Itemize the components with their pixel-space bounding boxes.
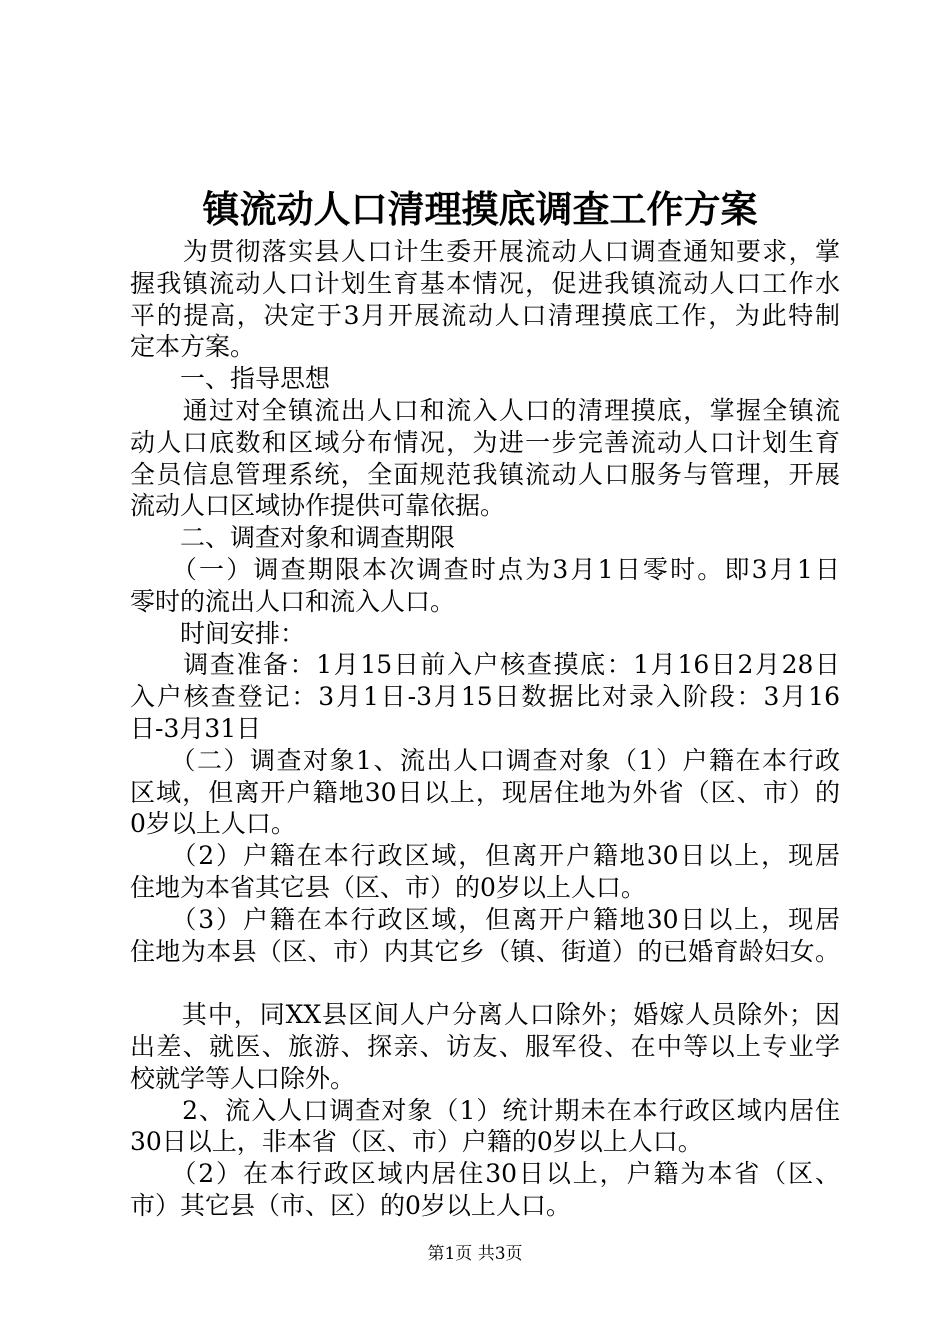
text-line: 调查准备：1月15日前入户核查摸底：1月16日2月28日: [130, 650, 840, 680]
text-line: 握我镇流动人口计划生育基本情况，促进我镇流动人口工作水: [130, 268, 840, 298]
document-title: 镇流动人口清理摸底调查工作方案: [202, 187, 758, 231]
text-line: 定本方案。: [130, 332, 256, 362]
text-line: 住地为本省其它县（区、市）的0岁以上人口。: [130, 872, 646, 902]
text-line: 零时的流出人口和流入人口。: [130, 586, 456, 616]
text-line: 区域，但离开户籍地30日以上，现居住地为外省（区、市）的: [130, 777, 840, 807]
blank-line: [130, 967, 840, 999]
page-footer: 第1页 共3页: [427, 1244, 523, 1264]
text-line: 30日以上，非本省（区、市）户籍的0岁以上人口。: [130, 1127, 703, 1157]
text-line: 出差、就医、旅游、探亲、访友、服军役、在中等以上专业学: [130, 1031, 840, 1061]
text-line: 住地为本县（区、市）内其它乡（镇、街道）的已婚育龄妇女。: [130, 936, 840, 966]
text-line: 二、调查对象和调查期限: [130, 523, 456, 553]
text-line: （二）调查对象1、流出人口调查对象（1）户籍在本行政: [130, 745, 840, 775]
text-line: 市）其它县（市、区）的0岁以上人口。: [130, 1190, 571, 1220]
text-line: 入户核查登记：3月1日-3月15日数据比对录入阶段：3月16: [130, 682, 840, 712]
text-line: 校就学等人口除外。: [130, 1063, 356, 1093]
document-body: [130, 236, 840, 1222]
text-line: 动人口底数和区域分布情况，为进一步完善流动人口计划生育: [130, 427, 840, 457]
text-line: 通过对全镇流出人口和流入人口的清理摸底，掌握全镇流: [130, 395, 840, 425]
text-line: 0岁以上人口。: [130, 809, 296, 839]
text-line: 全员信息管理系统，全面规范我镇流动人口服务与管理，开展: [130, 459, 840, 489]
text-line: 时间安排：: [130, 618, 306, 648]
text-line: 为贯彻落实县人口计生委开展流动人口调查通知要求，掌: [130, 237, 840, 266]
text-line: 2、流入人口调查对象（1）统计期未在本行政区域内居住: [130, 1095, 840, 1125]
text-line: 平的提高，决定于3月开展流动人口清理摸底工作，为此特制: [130, 300, 840, 330]
text-line: （一）调查期限本次调查时点为3月1日零时。即3月1日: [130, 554, 840, 584]
text-line: 其中，同XX县区间人户分离人口除外；婚嫁人员除外；因: [130, 1000, 840, 1030]
text-line: 一、指导思想: [130, 364, 331, 394]
text-line: （2）户籍在本行政区域，但离开户籍地30日以上，现居: [130, 841, 840, 871]
text-line: 流动人口区域协作提供可靠依据。: [130, 491, 506, 521]
text-line: 日-3月31日: [130, 713, 262, 743]
text-line: （2）在本行政区域内居住30日以上，户籍为本省（区、: [130, 1159, 840, 1189]
text-line: （3）户籍在本行政区域，但离开户籍地30日以上，现居: [130, 904, 840, 934]
